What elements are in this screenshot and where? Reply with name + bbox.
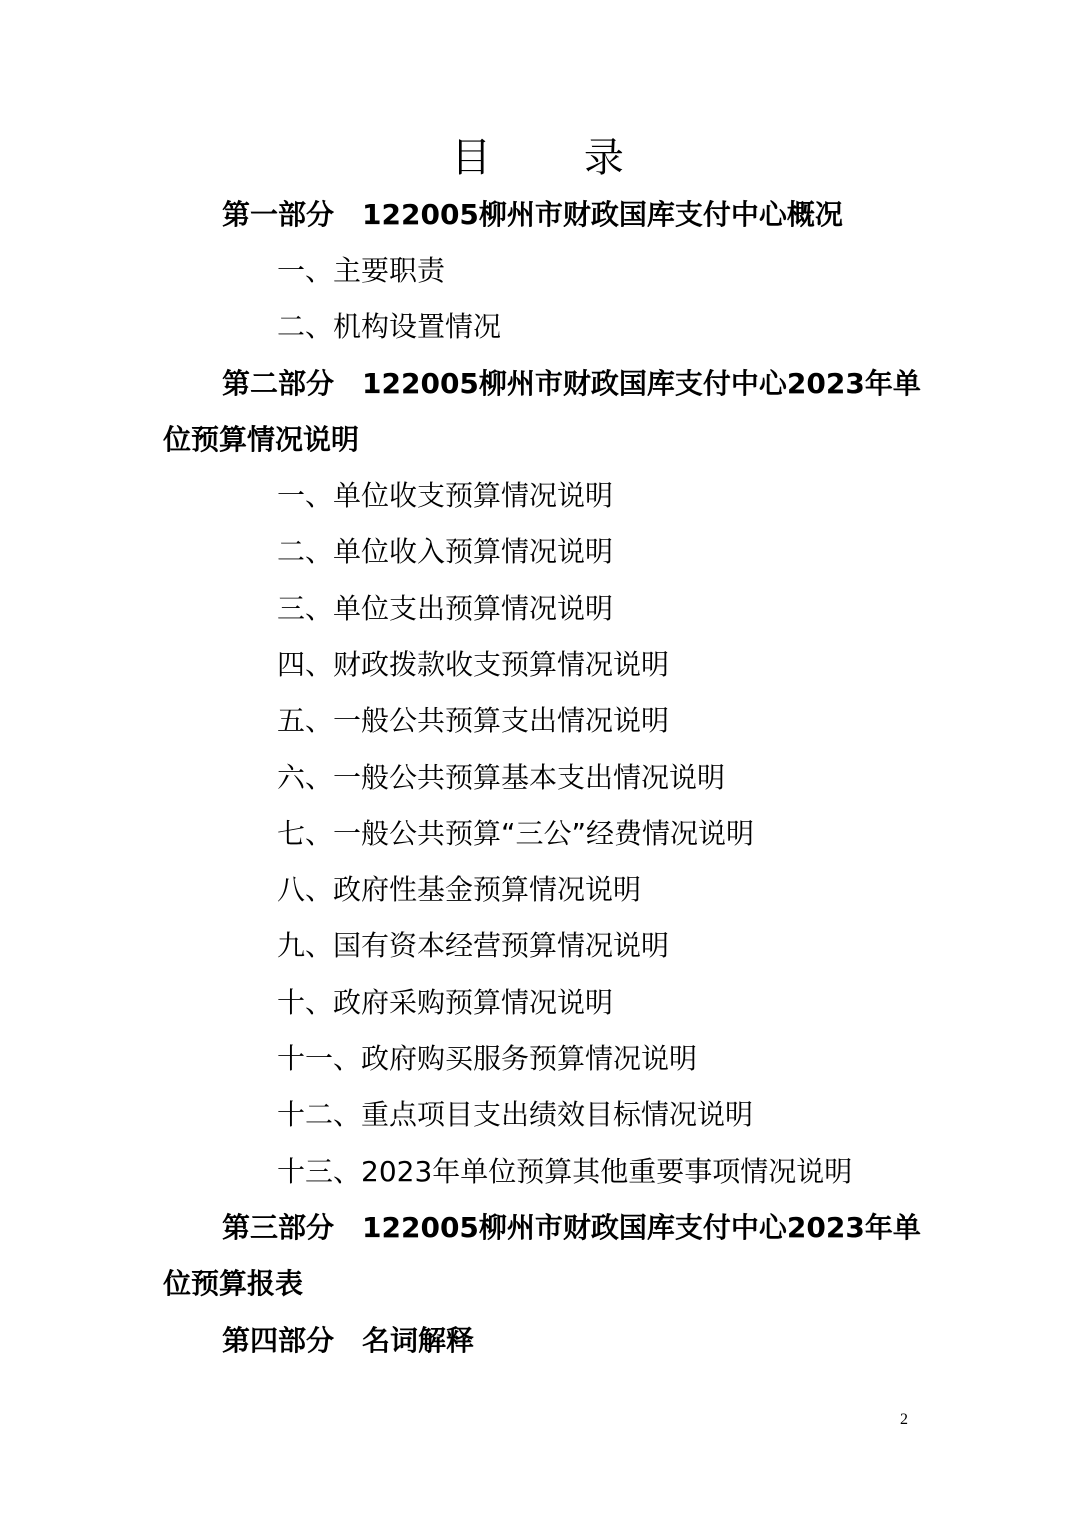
toc-title: 目 录 bbox=[451, 135, 664, 181]
toc-part-3-text: 122005柳州市财政国库支付中心2023年单 bbox=[362, 1211, 921, 1244]
toc-part-1 bbox=[222, 195, 843, 235]
toc-item: 十二、重点项目支出绩效目标情况说明 bbox=[277, 1098, 754, 1131]
toc-item: 一、单位收支预算情况说明 bbox=[277, 479, 614, 512]
toc-item: 八、政府性基金预算情况说明 bbox=[277, 873, 642, 906]
toc-item: 六、一般公共预算基本支出情况说明 bbox=[277, 761, 726, 794]
toc-part-2-label: 第二部分 bbox=[222, 367, 335, 400]
toc-item: 七、一般公共预算“三公”经费情况说明 bbox=[277, 817, 755, 850]
toc-item: 十、政府采购预算情况说明 bbox=[277, 986, 614, 1019]
toc-part-2 bbox=[222, 364, 921, 404]
toc-part-3 bbox=[222, 1208, 921, 1248]
toc-part-2-text: 122005柳州市财政国库支付中心2023年单 bbox=[362, 367, 921, 400]
toc-item: 二、机构设置情况 bbox=[277, 310, 502, 343]
toc-item: 九、国有资本经营预算情况说明 bbox=[277, 929, 670, 962]
toc-item: 四、财政拨款收支预算情况说明 bbox=[277, 648, 670, 681]
toc-part-1-label: 第一部分 bbox=[222, 198, 335, 231]
toc-part-3-continuation: 位预算报表 bbox=[163, 1267, 304, 1300]
toc-item: 五、一般公共预算支出情况说明 bbox=[277, 704, 670, 737]
toc-part-3-label: 第三部分 bbox=[222, 1211, 335, 1244]
toc-part-4-label: 第四部分 bbox=[222, 1324, 335, 1357]
toc-item: 二、单位收入预算情况说明 bbox=[277, 535, 614, 568]
toc-part-4-text: 名词解释 bbox=[362, 1324, 475, 1357]
toc-part-1-text: 122005柳州市财政国库支付中心概况 bbox=[362, 198, 843, 231]
toc-part-4 bbox=[222, 1321, 474, 1361]
toc-item: 三、单位支出预算情况说明 bbox=[277, 592, 614, 625]
toc-item: 十一、政府购买服务预算情况说明 bbox=[277, 1042, 698, 1075]
toc-item: 一、主要职责 bbox=[277, 254, 446, 287]
toc-part-2-continuation: 位预算情况说明 bbox=[163, 423, 360, 456]
toc-item: 十三、2023年单位预算其他重要事项情况说明 bbox=[277, 1155, 853, 1188]
page-number: 2 bbox=[900, 1411, 908, 1428]
